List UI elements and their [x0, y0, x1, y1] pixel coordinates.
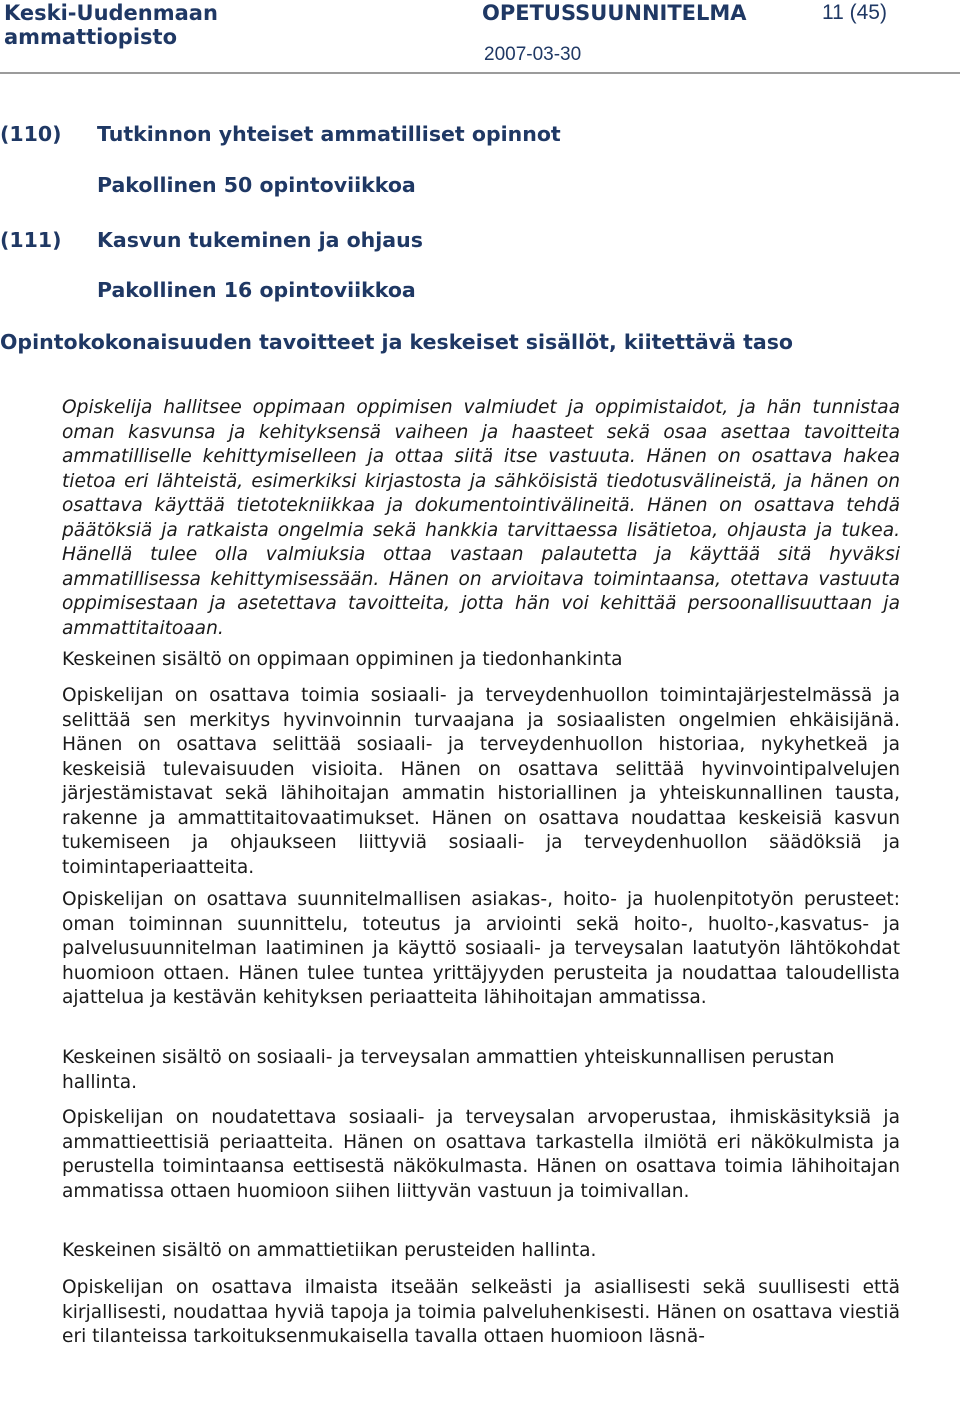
body-paragraph-4: Opiskelijan on osattava ilmaista itseään selkeästi ja asiallisesti sekä suullisesti että kirjallisesti, noudattaa hyviä tapoja ja toimia palveluhenkisesti. Hänen on osattava viestiä eri tilanteissa tarkoituksenmukaisella tavalla ottaen huomioon läsnä- [62, 1277, 900, 1347]
body-paragraph-1: Opiskelijan on osattava toimia sosiaali- ja terveydenhuollon toimintajärjestelmässä ja selittää sen merkitys hyvinvoinnin turvaajana ja sosiaalisten ongelmien ehkäisijänä. Hänen on osattava selittää sosiaali- ja terveydenhuollon historiaa, nykyhetkeä ja keskeisiä tulevaisuuden visioita. Hänen on osattava selittää hyvinvointipalvelujen järjestämistavat sekä lähihoitajan ammatin historiallinen ja yhteiskunnallinen tausta, rakenne ja ammattitaitovaatimukset. Hänen on osattava noudattaa keskeisiä kasvun tukemiseen ja ohjaukseen liittyviä sosiaali- ja terveydenhuollon säädöksiä ja toimintaperiaatteita. [62, 685, 900, 878]
section-subtitle: Pakollinen 16 opintoviikkoa [97, 278, 416, 302]
page-number: 11 (45) [822, 1, 887, 24]
page-header [0, 0, 960, 74]
section-subtitle: Pakollinen 50 opintoviikkoa [97, 173, 416, 197]
goals-paragraph: Opiskelija hallitsee oppimaan oppimisen valmiudet ja oppimistaidot, ja hän tunnistaa oman kasvunsa ja kehityksensä vaiheen ja haasteet sekä osaa asettaa tavoitteita ammatilliselle kehittymiselleen ja ottaa siitä itse vastuuta. Hänen on osattava hakea tietoa eri lähteistä, esimerkiksi kirjastosta ja sähköisistä tiedotusvälineistä, ja hänen on osattava käyttää tietotekniikkaa ja dokumentointivälineitä. Hänen on osattava tehdä päätöksiä ja ratkaista ongelmia sekä hankkia tarvittaessa lisätietoa, ohjausta ja tukea. Hänellä tulee olla valmiuksia ottaa vastaan palautetta ja käyttää sitä hyväksi ammatillisessa kehittymisessään. Hänen on arvioitava toimintaansa, otettava vastuuta oppimisestaan ja asetettava tavoitteita, jotta hän voi kehittää persoonallisuuttaan ja ammattitaitoaan. [62, 397, 900, 639]
document-title: OPETUSSUUNNITELMA [482, 1, 747, 25]
content-heading-2: Keskeinen sisältö on sosiaali- ja terveysalan ammattien yhteiskunnallisen perustan hallinta. [62, 1047, 835, 1093]
document-date: 2007-03-30 [484, 44, 582, 65]
content-heading-1: Keskeinen sisältö on oppimaan oppiminen ja tiedonhankinta [62, 649, 623, 670]
body-paragraph-2: Opiskelijan on osattava suunnitelmallisen asiakas-, hoito- ja huolenpitotyön perusteet: oman toiminnan suunnittelu, toteutus ja arviointi sekä hoito-, huolto-,kasvatus- ja palvelusuunnitelman laatiminen ja käyttö sosiaali- ja terveysalan laatutyön lähtökohdat huomioon ottaen. Hänen tulee tuntea yrittäjyyden perusteita ja noudattaa taloudellista ajattelua ja kestävän kehityksen periaatteita lähihoitajan ammatissa. [62, 889, 900, 1008]
goals-heading: Opintokokonaisuuden tavoitteet ja keskeiset sisällöt, kiitettävä taso [0, 330, 793, 354]
header-divider [0, 72, 960, 74]
body-paragraph-3: Opiskelijan on noudatettava sosiaali- ja terveysalan arvoperustaa, ihmiskäsityksiä ja ammattieettisiä periaatteita. Hänen on osattava tarkastella ilmiötä eri näkökulmista ja perustella toimintaansa eettisestä näkökulmasta. Hänen on osattava toimia lähihoitajan ammatissa ottaen huomioon siihen liittyvän vastuun ja toimivallan. [62, 1107, 900, 1202]
section-title: Tutkinnon yhteiset ammatilliset opinnot [97, 122, 561, 146]
section-title: Kasvun tukeminen ja ohjaus [97, 228, 423, 252]
section-number: (110) [0, 122, 62, 146]
organization-name-line2: ammattiopisto [4, 25, 178, 49]
section-number: (111) [0, 228, 62, 252]
organization-name-line1: Keski-Uudenmaan [4, 1, 218, 25]
content-heading-3: Keskeinen sisältö on ammattietiikan perusteiden hallinta. [62, 1240, 597, 1261]
